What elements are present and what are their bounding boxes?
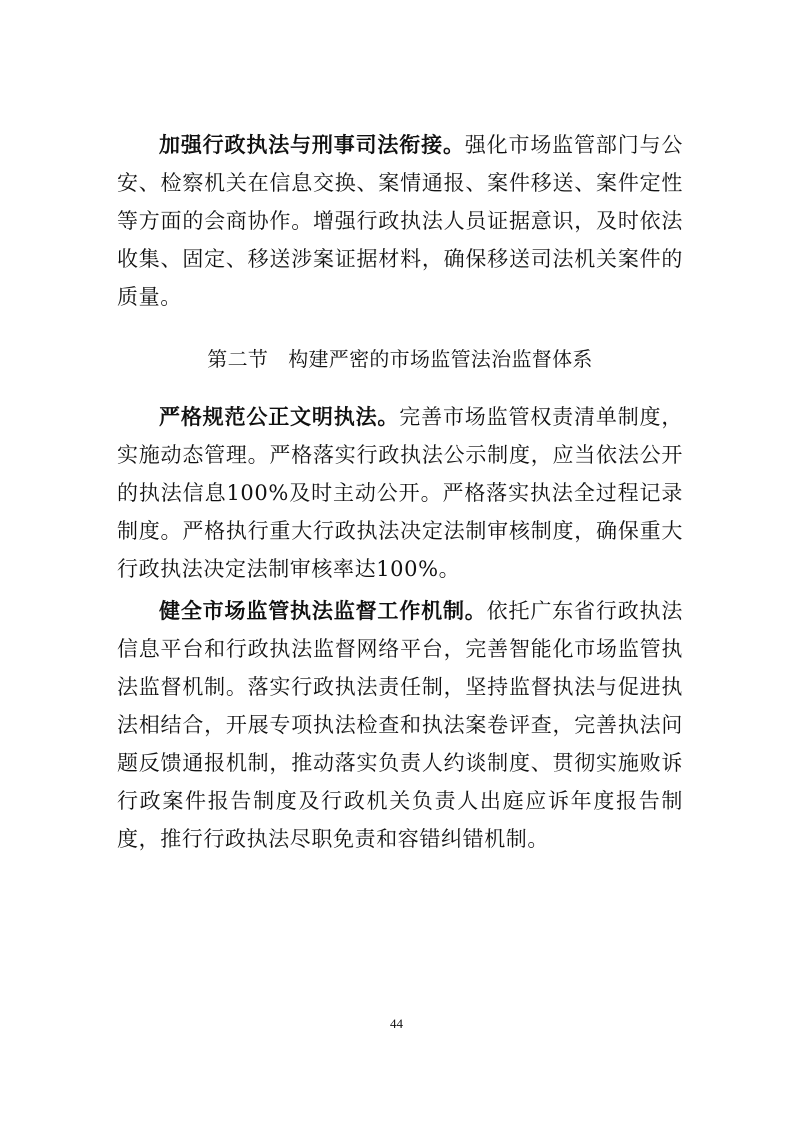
paragraph-standardized-law-enforcement xyxy=(117,398,683,588)
paragraph-lead-heading: 健全市场监管执法监督工作机制。 xyxy=(159,598,487,623)
page-number: 44 xyxy=(390,1016,403,1031)
paragraph-body: 依托广东省行政执法信息平台和行政执法监督网络平台，完善智能化市场监管执法监督机制。落实行政执法责任制，坚持监督执法与促进执法相结合，开展专项执法检查和执法案卷评查，完善执法问题反馈通报机制，推动落实负责人约谈制度、贯彻实施败诉行政案件报告制度及行政机关负责人出庭应诉年度报告制度，推行行政执法尽职免责和容错纠错机制。 xyxy=(117,599,684,851)
paragraph-enforcement-supervision-mechanism xyxy=(117,592,683,858)
paragraph-body: 强化市场监管部门与公安、检察机关在信息交换、案情通报、案件移送、案件定性等方面的会商协作。增强行政执法人员证据意识，及时依法收集、固定、移送涉案证据材料，确保移送司法机关案件的质量。 xyxy=(117,133,684,309)
section-title: 构建严密的市场监管法治监督体系 xyxy=(288,347,593,371)
paragraph-body: 完善市场监管权责清单制度，实施动态管理。严格落实行政执法公示制度，应当依法公开的执法信息100%及时主动公开。严格落实执法全过程记录制度。严格执行重大行政执法决定法制审核制度，确保重大行政执法决定法制审核率达100%。 xyxy=(117,405,683,581)
paragraph-lead-heading: 加强行政执法与刑事司法衔接。 xyxy=(159,132,465,157)
paragraph-administrative-criminal-linkage xyxy=(117,126,683,316)
section-label: 第二节 xyxy=(207,347,269,371)
paragraph-lead-heading: 严格规范公正文明执法。 xyxy=(159,404,400,429)
section-heading xyxy=(117,340,683,378)
